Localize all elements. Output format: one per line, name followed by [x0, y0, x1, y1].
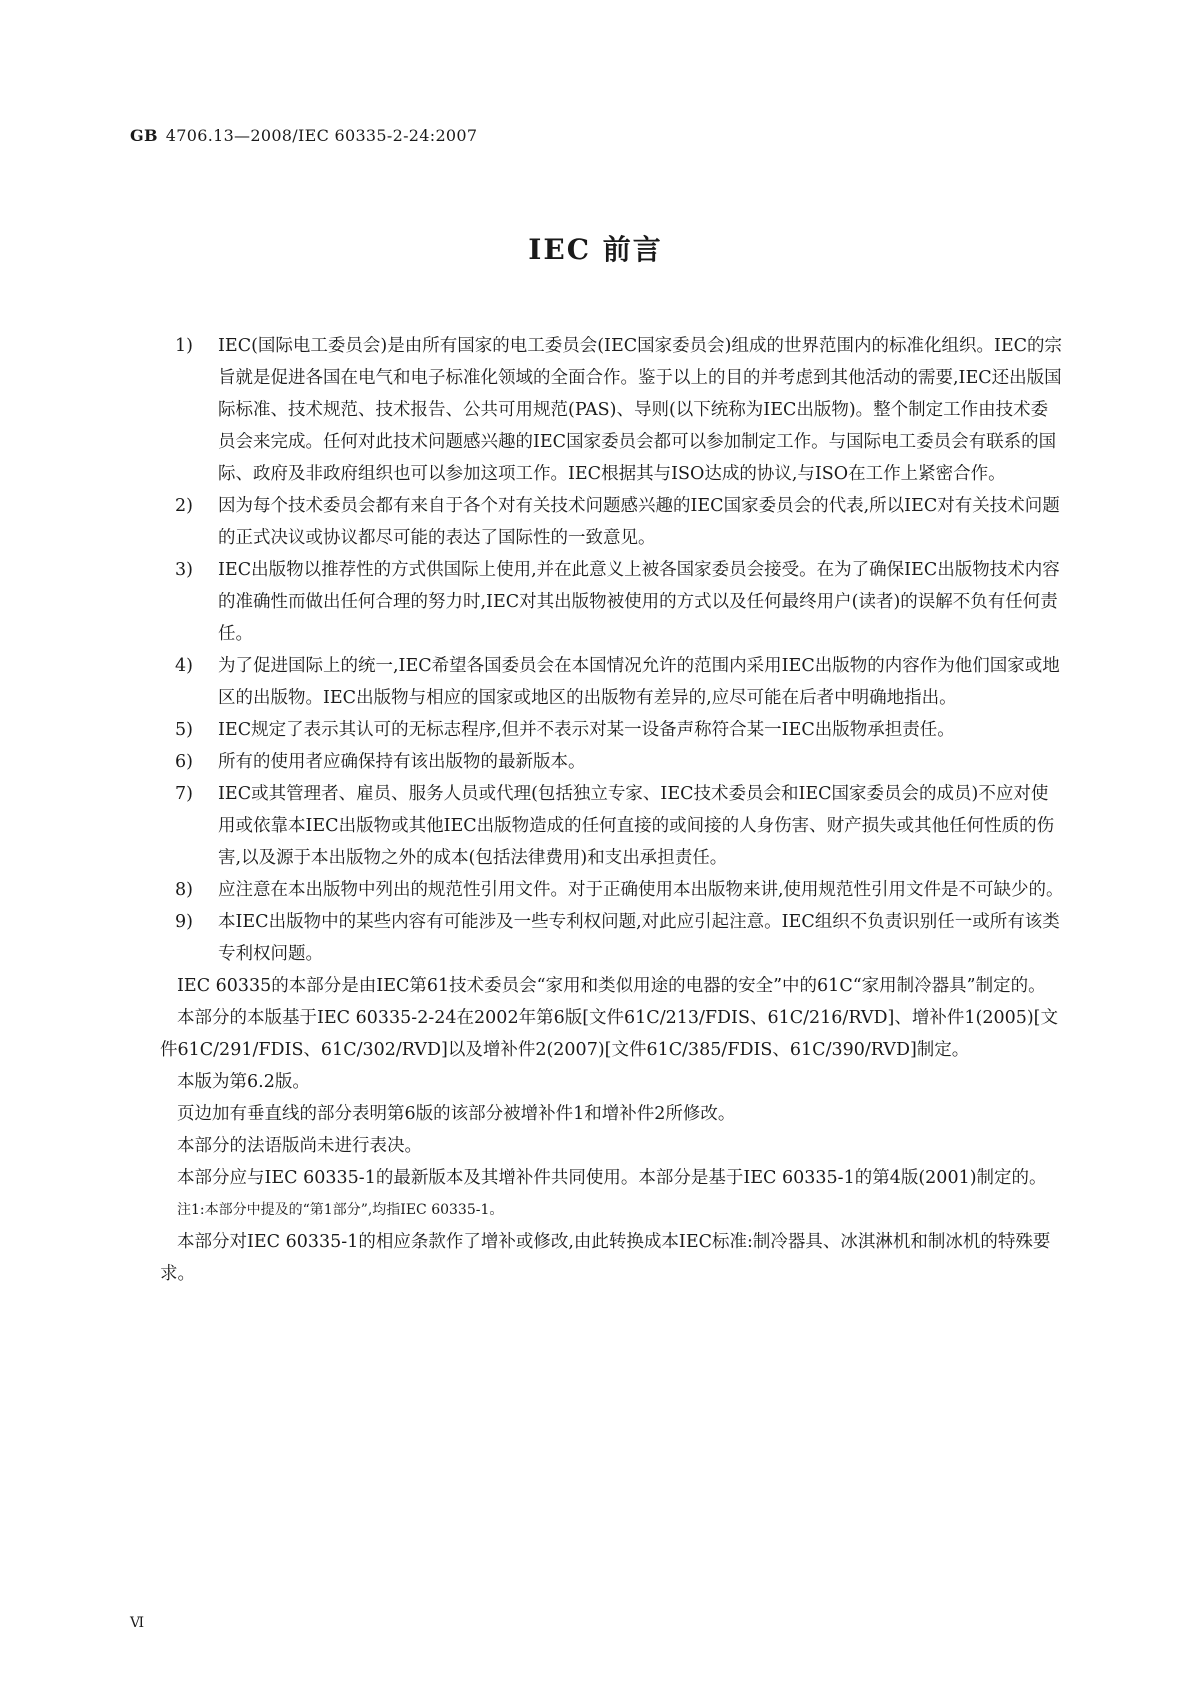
item-text: IEC(国际电工委员会)是由所有国家的电工委员会(IEC国家委员会)组成的世界范围内的标准化组织。IEC的宗旨就是促进各国在电气和电子标准化领域的全面合作。鉴于以上的目的并考虑到其他活动的需要,IEC还出版国际标准、技术规范、技术报告、公共可用规范(PAS)、导则(以下统称为IEC出版物)。整个制定工作由技术委员会来完成。任何对此技术问题感兴趣的IEC国家委员会都可以参加制定工作。与国际电工委员会有联系的国际、政府及非政府组织也可以参加这项工作。IEC根据其与ISO达成的协议,与ISO在工作上紧密合作。	[218, 336, 1063, 484]
paragraph-edition-number: 本版为第6.2版。	[177, 1072, 310, 1092]
page-number: Ⅵ	[130, 1615, 145, 1631]
item-number: 2)	[175, 496, 193, 516]
item-number: 7)	[175, 784, 193, 804]
item-number: 3)	[175, 560, 193, 580]
note: 注1:本部分中提及的“第1部分”,均指IEC 60335-1。	[177, 1202, 504, 1218]
page-title: IEC 前言	[528, 233, 663, 266]
item-number: 5)	[175, 720, 193, 740]
list-item	[160, 906, 1065, 970]
item-text: 应注意在本出版物中列出的规范性引用文件。对于正确使用本出版物来讲,使用规范性引用文件是不可缺少的。	[218, 880, 1064, 900]
standard-number: 4706.13—2008/IEC 60335-2-24:2007	[165, 126, 478, 145]
list-item	[160, 650, 1065, 714]
item-number: 8)	[175, 880, 193, 900]
paragraph-edition-basis: 本部分的本版基于IEC 60335-2-24在2002年第6版[文件61C/213/FDIS、61C/216/RVD]、增补件1(2005)[文件61C/291/FDIS、61C/302/RVD]以及增补件2(2007)[文件61C/385/FDIS、61C/390/RVD]制定。	[160, 1008, 1059, 1060]
item-number: 6)	[175, 752, 193, 772]
item-text: 本IEC出版物中的某些内容有可能涉及一些专利权问题,对此应引起注意。IEC组织不负责识别任一或所有该类专利权问题。	[218, 912, 1060, 964]
item-text: IEC出版物以推荐性的方式供国际上使用,并在此意义上被各国家委员会接受。在为了确保IEC出版物技术内容的准确性而做出任何合理的努力时,IEC对其出版物被使用的方式以及任何最终用户(读者)的误解不负有任何责任。	[218, 560, 1060, 644]
paragraph-french-version: 本部分的法语版尚未进行表决。	[177, 1136, 422, 1156]
list-item	[160, 874, 1065, 906]
item-number: 9)	[175, 912, 193, 932]
document-body	[160, 330, 1065, 1290]
list-item	[160, 746, 1065, 778]
item-number: 1)	[175, 336, 193, 356]
standard-prefix: GB	[130, 126, 158, 145]
list-item	[160, 490, 1065, 554]
item-text: 因为每个技术委员会都有来自于各个对有关技术问题感兴趣的IEC国家委员会的代表,所以IEC对有关技术问题的正式决议或协议都尽可能的表达了国际性的一致意见。	[218, 496, 1060, 548]
item-text: IEC规定了表示其认可的无标志程序,但并不表示对某一设备声称符合某一IEC出版物承担责任。	[218, 720, 955, 740]
list-item	[160, 714, 1065, 746]
list-item	[160, 778, 1065, 874]
paragraph-margin-lines: 页边加有垂直线的部分表明第6版的该部分被增补件1和增补件2所修改。	[177, 1104, 736, 1124]
item-number: 4)	[175, 656, 193, 676]
paragraph-requirements: 本部分对IEC 60335-1的相应条款作了增补或修改,由此转换成本IEC标准:制冷器具、冰淇淋机和制冰机的特殊要求。	[160, 1232, 1051, 1284]
paragraph-committee: IEC 60335的本部分是由IEC第61技术委员会“家用和类似用途的电器的安全”中的61C“家用制冷器具”制定的。	[177, 976, 1046, 996]
item-text: IEC或其管理者、雇员、服务人员或代理(包括独立专家、IEC技术委员会和IEC国家委员会的成员)不应对使用或依靠本IEC出版物或其他IEC出版物造成的任何直接的或间接的人身伤害、财产损失或其他任何性质的伤害,以及源于本出版物之外的成本(包括法律费用)和支出承担责任。	[218, 784, 1055, 868]
item-text: 所有的使用者应确保持有该出版物的最新版本。	[218, 752, 586, 772]
item-text: 为了促进国际上的统一,IEC希望各国委员会在本国情况允许的范围内采用IEC出版物的内容作为他们国家或地区的出版物。IEC出版物与相应的国家或地区的出版物有差异的,应尽可能在后者中明确地指出。	[218, 656, 1060, 708]
paragraph-usage: 本部分应与IEC 60335-1的最新版本及其增补件共同使用。本部分是基于IEC 60335-1的第4版(2001)制定的。	[177, 1168, 1047, 1188]
list-item	[160, 330, 1065, 490]
standard-header	[130, 126, 477, 145]
list-item	[160, 554, 1065, 650]
